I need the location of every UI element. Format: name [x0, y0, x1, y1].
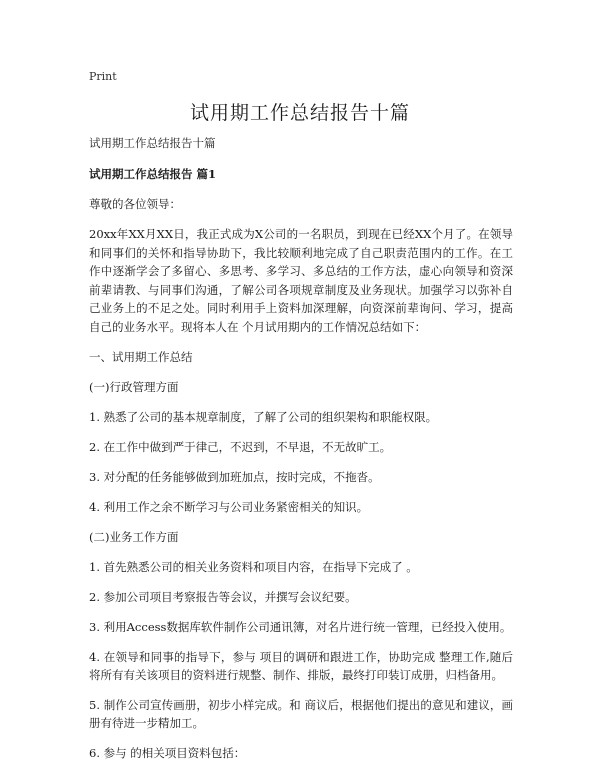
- section-heading: 试用期工作总结报告 篇1: [89, 167, 217, 181]
- greeting: 尊敬的各位领导：: [89, 197, 181, 211]
- sub2-heading: (二)业务工作方面: [89, 530, 179, 544]
- list-item: 4. 利用工作之余不断学习与公司业务紧密相关的知识。: [89, 500, 369, 514]
- print-link[interactable]: Print: [89, 70, 117, 83]
- list-item: 2. 参加公司项目考察报告等会议，并撰写会议纪要。: [89, 590, 357, 604]
- list-item: 3. 利用Access数据库软件制作公司通讯簿，对名片进行统一管理，已经投入使用。: [89, 620, 512, 634]
- intro-paragraph: 20xx年XX月XX日，我正式成为X公司的一名职员，到现在已经XX个月了。在领导和同事们的关怀和指导协助下，我比较顺利地完成了自己职责范围内的工作。在工作中逐渐学会了多留心、多思考、多学习、多总结的工作方法，虚心向领导和资深前辈请教、与同事们沟通，了解公司各项规章制度及业务现状。加强学习以弥补自己业务上的不足之处。同时利用手上资料加深理解，向资深前辈询问、学习，提高自己的业务水平。现将本人在 个月试用期内的工作情况总结如下：: [89, 227, 513, 334]
- document-subtitle: 试用期工作总结报告十篇: [89, 136, 216, 150]
- list-item: 1. 熟悉了公司的基本规章制度，了解了公司的组织架构和职能权限。: [89, 410, 438, 424]
- list-item: 1. 首先熟悉公司的相关业务资料和项目内容，在指导下完成了 。: [89, 560, 418, 574]
- list-item: 2. 在工作中做到严于律己，不迟到，不早退，不无故旷工。: [89, 440, 392, 454]
- list-item: 6. 参与 的相关项目资料包括：: [89, 746, 246, 760]
- list-item: 5. 制作公司宣传画册，初步小样完成。和 商议后，根据他们提出的意见和建议，画册有待进一步精加工。: [89, 698, 513, 730]
- part1-heading: 一、试用期工作总结: [89, 350, 193, 364]
- page-title: 试用期工作总结报告十篇: [189, 102, 410, 124]
- list-item: 4. 在领导和同事的指导下，参与 项目的调研和跟进工作，协助完成 整理工作,随后将所有有关该项目的资料进行规整、制作、排版，最终打印装订成册，归档备用。: [89, 650, 513, 682]
- list-item: 3. 对分配的任务能够做到加班加点，按时完成，不拖沓。: [89, 470, 380, 484]
- document-body: [89, 134, 513, 774]
- sub1-heading: (一)行政管理方面: [89, 380, 179, 394]
